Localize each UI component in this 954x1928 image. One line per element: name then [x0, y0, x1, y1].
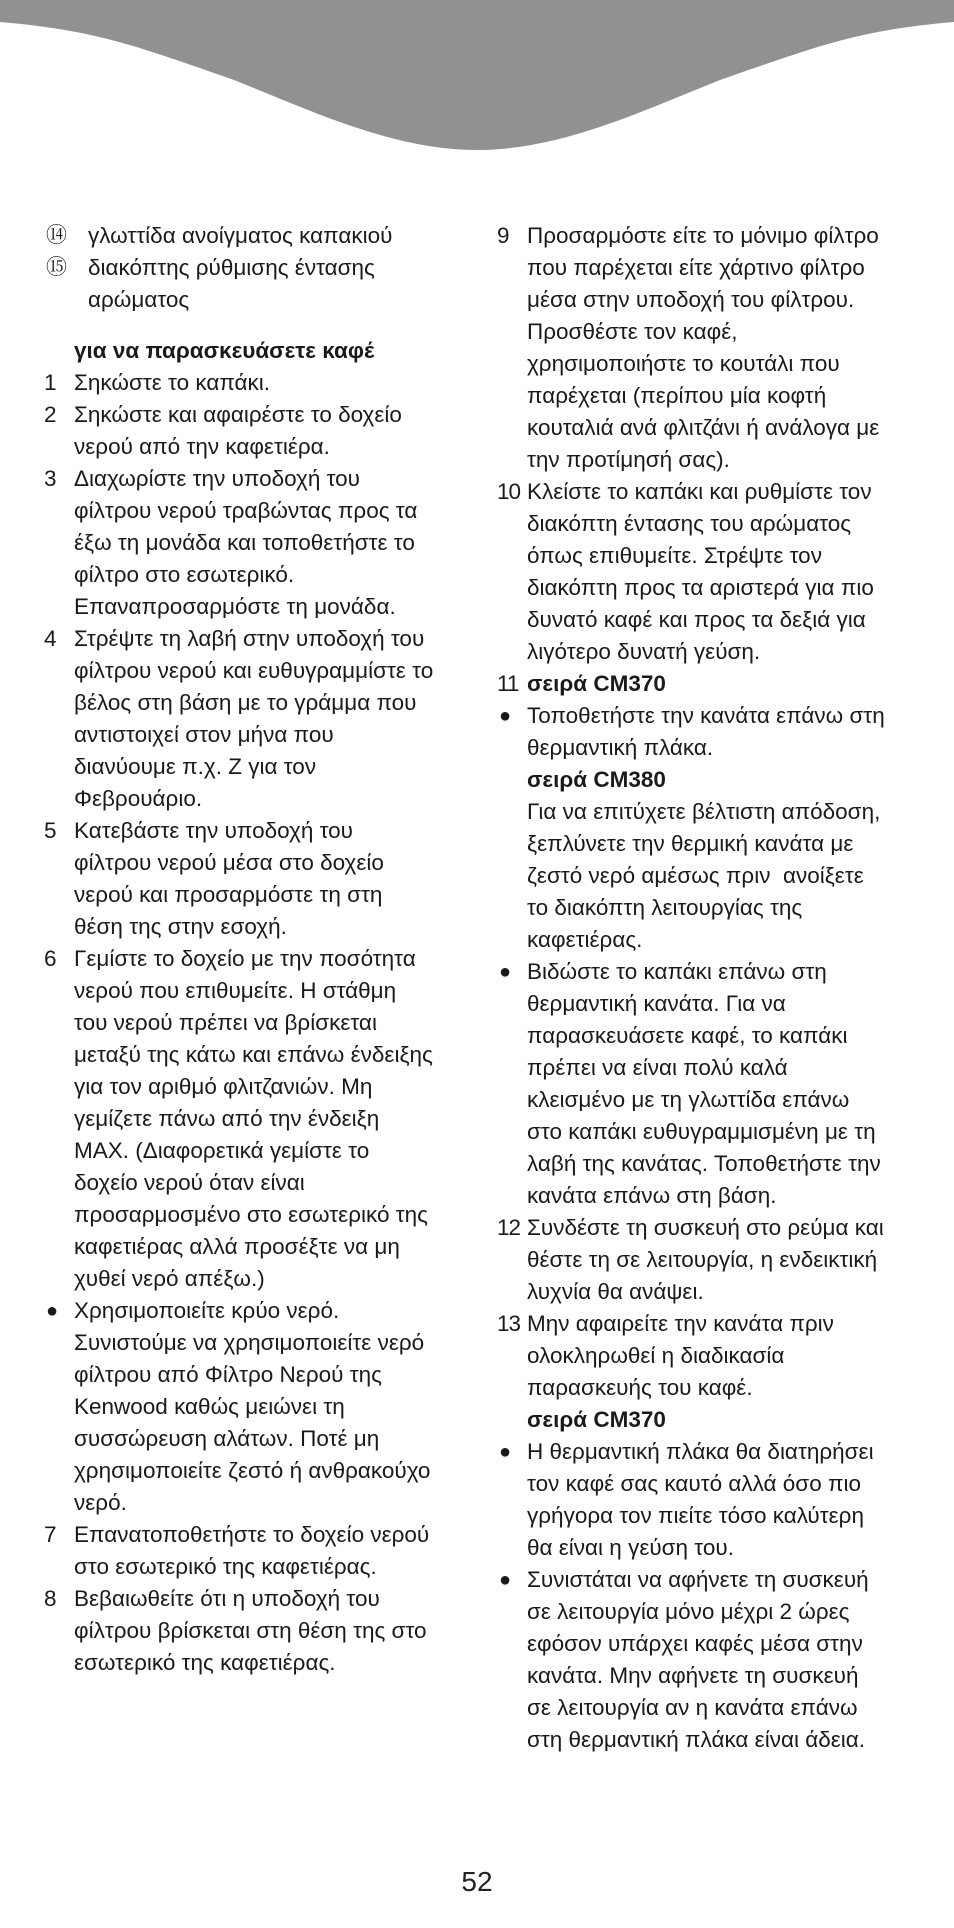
step-number: 4 [44, 626, 57, 651]
header-wave-decoration [0, 0, 954, 150]
step-4: 4 Στρέψτε τη λαβή στην υποδοχή του φίλτρου νερού και ευθυγραμμίστε το βέλος στη βάση με το γράμμα που αντιστοιχεί στον μήνα που διανύουμε π.χ. Z για τον Φεβρουάριο. [44, 623, 464, 815]
step-number: 3 [44, 466, 57, 491]
bullet-two-hours: ● Συνιστάται να αφήνετε τη συσκευή σε λειτουργία μόνο μέχρι 2 ώρες εφόσον υπάρχει καφές μέσα στην κανάτα. Μην αφήνετε τη συσκευή σε λειτουργία αν η κανάτα επάνω στη θερμαντική πλάκα είναι άδεια. [497, 1564, 917, 1756]
step-13: 13 Μην αφαιρείτε την κανάτα πριν ολοκληρωθεί η διαδικασία παρασκευής του καφέ. [497, 1308, 917, 1404]
step-number: 2 [44, 402, 57, 427]
step-11 [497, 668, 917, 700]
section-heading: για να παρασκευάσετε καφέ [74, 338, 375, 363]
part-number: ⑭ [46, 224, 67, 247]
step-number: 10 [497, 479, 521, 504]
bullet-icon: ● [499, 1569, 512, 1591]
bullet-cold-water: ● Χρησιμοποιείτε κρύο νερό. Συνιστούμε να χρησιμοποιείτε νερό φίλτρου από Φίλτρο Νερού της Kenwood καθώς μειώνει τη συσσώρευση αλάτων. Ποτέ μη χρησιμοποιείτε ζεστό ή ανθρακούχο νερό. [44, 1295, 464, 1519]
bullet-screw-lid: ● Βιδώστε το καπάκι επάνω στη θερμαντική κανάτα. Για να παρασκευάσετε καφέ, το καπάκι πρέπει να είναι πολύ καλά κλεισμένο με τη γλωττίδα επάνω στο καπάκι ευθυγραμμισμένη με τη λαβή της κανάτας. Τοποθετήστε την κανάτα επάνω στη βάση. [497, 956, 917, 1212]
step-number: 8 [44, 1586, 57, 1611]
step-6: 6 Γεμίστε το δοχείο με την ποσότητα νερού που επιθυμείτε. Η στάθμη του νερού πρέπει να βρίσκεται μεταξύ της κάτω και επάνω ένδειξης για τον αριθμό φλιτζανιών. Μη γεμίζετε πάνω από την ένδειξη MAX. (Διαφορετικά γεμίστε το δοχείο νερού όταν είναι προσαρμοσμένο στο εσωτερικό της καφετιέρας αλλά προσέξτε να μη χυθεί νερό απέξω.) [44, 943, 464, 1295]
left-column [44, 220, 464, 1679]
step-number: 11 [497, 671, 519, 696]
step-number: 1 [44, 370, 57, 395]
bullet-place-carafe: ● Τοποθετήστε την κανάτα επάνω στη θερμαντική πλάκα. [497, 700, 917, 764]
part-14: ⑭ γλωττίδα ανοίγματος καπακιού [44, 220, 464, 252]
step-10: 10 Κλείστε το καπάκι και ρυθμίστε τον διακόπτη έντασης του αρώματος όπως επιθυμείτε. Στρέψτε τον διακόπτη προς τα αριστερά για πιο δυνατό καφέ και προς τα δεξιά για λιγότερο δυνατή γεύση. [497, 476, 917, 668]
step-5: 5 Κατεβάστε την υποδοχή του φίλτρου νερού μέσα στο δοχείο νερού και προσαρμόστε τη στη θέση της στην εσοχή. [44, 815, 464, 943]
bullet-icon: ● [46, 1300, 59, 1322]
step-number: 13 [497, 1311, 521, 1336]
series-label: σειρά CM380 [527, 767, 666, 792]
step-9: 9 Προσαρμόστε είτε το μόνιμο φίλτρο που παρέχεται είτε χάρτινο φίλτρο μέσα στην υποδοχή του φίλτρου. Προσθέστε τον καφέ, χρησιμοποιήστε το κουτάλι που παρέχεται (περίπου μία κοφτή κουταλιά ανά φλιτζάνι ή ανάλογα με την προτίμησή σας). [497, 220, 917, 476]
part-number: ⑮ [46, 256, 67, 279]
step-number: 12 [497, 1215, 521, 1240]
step-number: 7 [44, 1522, 57, 1547]
step-2: 2 Σηκώστε και αφαιρέστε το δοχείο νερού από την καφετιέρα. [44, 399, 464, 463]
step-3: 3 Διαχωρίστε την υποδοχή του φίλτρου νερού τραβώντας προς τα έξω τη μονάδα και τοποθετήστε το φίλτρο στο εσωτερικό. Επαναπροσαρμόστε τη μονάδα. [44, 463, 464, 623]
page-number: 52 [461, 1866, 493, 1897]
step-8: 8 Βεβαιωθείτε ότι η υποδοχή του φίλτρου βρίσκεται στη θέση της στο εσωτερικό της καφετιέρας. [44, 1583, 464, 1679]
cm380-instructions: Για να επιτύχετε βέλτιστη απόδοση, ξεπλύνετε την θερμική κανάτα με ζεστό νερό αμέσως πριν ανοίξετε το διακόπτη λειτουργίας της καφετιέρας. [527, 799, 881, 952]
bullet-icon: ● [499, 705, 512, 727]
step-number: 5 [44, 818, 57, 843]
right-column [497, 220, 917, 1756]
step-12: 12 Συνδέστε τη συσκευή στο ρεύμα και θέστε τη σε λειτουργία, η ενδεικτική λυχνία θα ανάψει. [497, 1212, 917, 1308]
step-1: 1 Σηκώστε το καπάκι. [44, 367, 464, 399]
bullet-icon: ● [499, 1441, 512, 1463]
bullet-hotplate: ● Η θερμαντική πλάκα θα διατηρήσει τον καφέ σας καυτό αλλά όσο πιο γρήγορα τον πιείτε τόσο καλύτερη θα είναι η γεύση του. [497, 1436, 917, 1564]
series-label: σειρά CM370 [527, 671, 666, 696]
series-label: σειρά CM370 [527, 1407, 666, 1432]
step-number: 6 [44, 946, 57, 971]
part-15: ⑮ διακόπτης ρύθμισης έντασης αρώματος [44, 252, 464, 316]
bullet-icon: ● [499, 961, 512, 983]
step-number: 9 [497, 223, 510, 248]
step-7: 7 Επανατοποθετήστε το δοχείο νερού στο εσωτερικό της καφετιέρας. [44, 1519, 464, 1583]
